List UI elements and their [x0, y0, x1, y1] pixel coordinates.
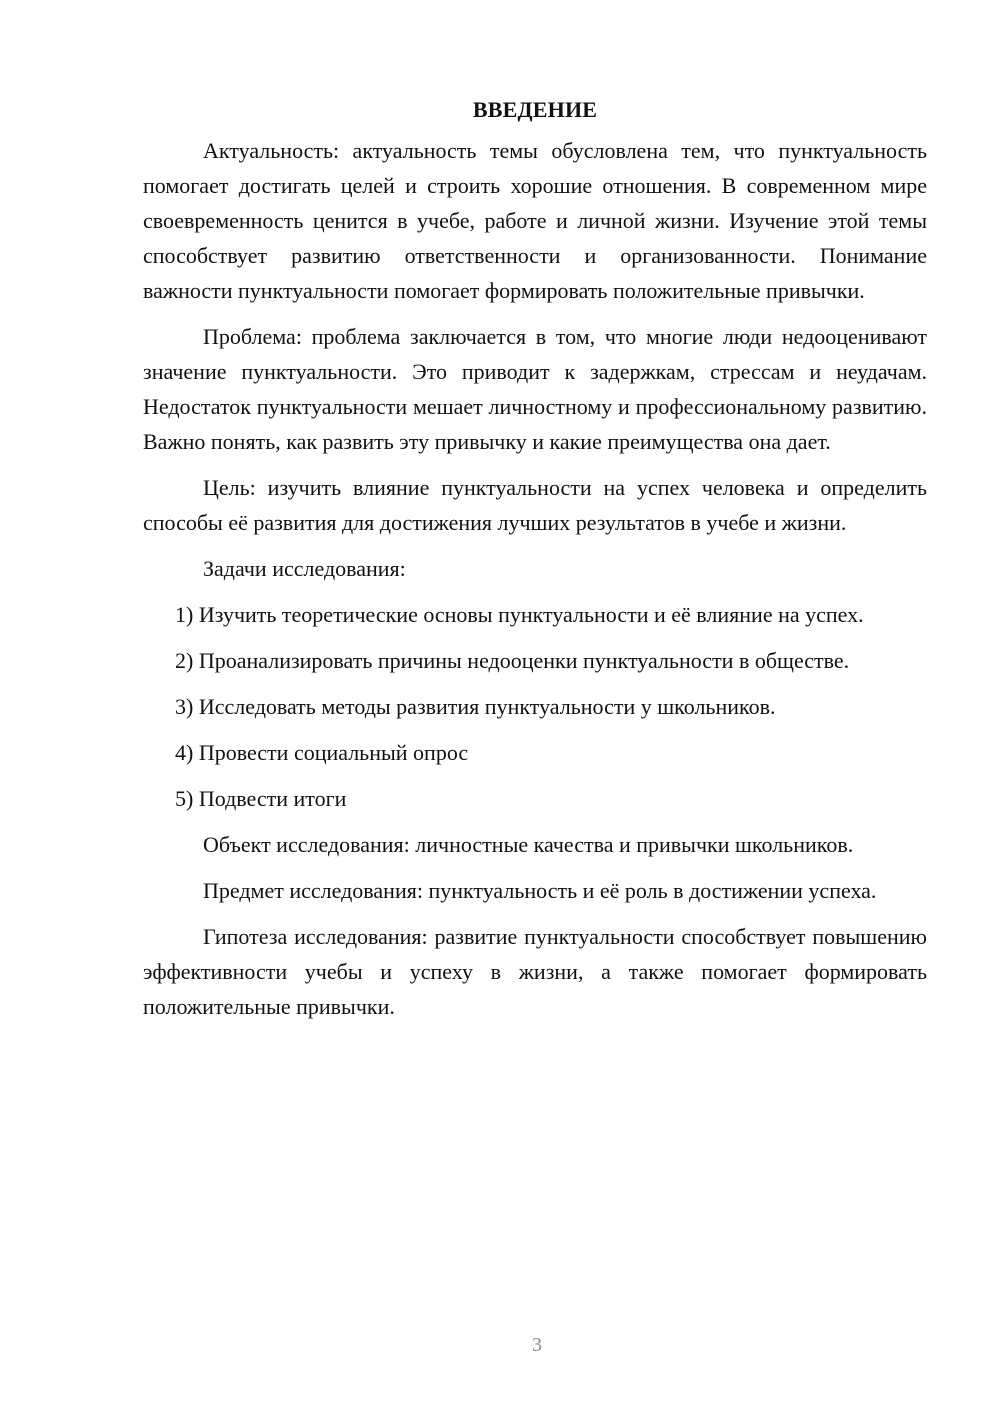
relevance-paragraph: Актуальность: актуальность темы обусловлена тем, что пунктуальность помогает достигать целей и строить хорошие отношения. В современном мире своевременность ценится в учебе, работе и личной жизни. Изучение этой темы способствует развитию ответственности и организованности. Понимание важности пунктуальности помогает формировать положительные привычки.: [143, 138, 927, 303]
page-number: 3: [532, 1334, 542, 1356]
task-item-4: 4) Провести социальный опрос: [175, 740, 469, 765]
hypothesis-paragraph: Гипотеза исследования: развитие пунктуальности способствует повышению эффективности учебы и успеху в жизни, а также помогает формировать положительные привычки.: [143, 924, 927, 1019]
tasks-heading: Задачи исследования:: [203, 556, 406, 581]
goal-paragraph: Цель: изучить влияние пунктуальности на успех человека и определить способы её развития для достижения лучших результатов в учебе и жизни.: [143, 475, 927, 535]
task-item-2: 2) Проанализировать причины недооценки пунктуальности в обществе.: [175, 648, 850, 673]
task-item-3: 3) Исследовать методы развития пунктуальности у школьников.: [175, 694, 776, 719]
page-title: ВВЕДЕНИЕ: [472, 97, 598, 122]
page-content: [143, 92, 927, 1035]
subject-paragraph: Предмет исследования: пунктуальность и её роль в достижении успеха.: [203, 878, 877, 903]
problem-paragraph: Проблема: проблема заключается в том, что многие люди недооценивают значение пунктуальности. Это приводит к задержкам, стрессам и неудачам. Недостаток пунктуальности мешает личностному и профессиональному развитию. Важно понять, как развить эту привычку и какие преимущества она дает.: [143, 324, 927, 454]
task-item-5: 5) Подвести итоги: [175, 786, 347, 811]
object-paragraph: Объект исследования: личностные качества и привычки школьников.: [203, 832, 854, 857]
task-item-1: 1) Изучить теоретические основы пунктуальности и её влияние на успех.: [175, 602, 864, 627]
